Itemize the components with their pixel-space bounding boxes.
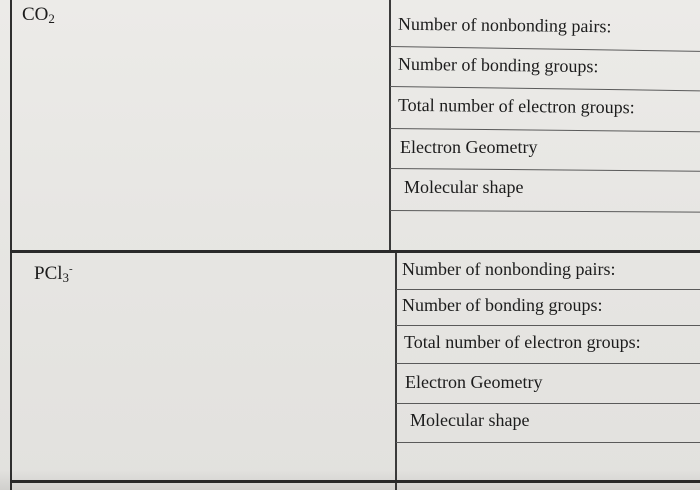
block-separator (10, 250, 700, 253)
pcl3-row-line-3 (396, 363, 700, 364)
pcl3-row-line-5 (396, 442, 700, 443)
pcl3-bonding-groups-label: Number of bonding groups: (402, 295, 603, 315)
co2-row-line-4 (390, 168, 700, 172)
pcl3-nonbonding-pairs-label: Number of nonbonding pairs: (402, 259, 616, 279)
formula-co2: $CO_2$ (22, 4, 55, 26)
co2-bonding-groups-label: Number of bonding groups: (397, 53, 599, 77)
co2-molecular-shape-label: Molecular shape (404, 177, 524, 197)
co2-total-electron-groups-label: Total number of electron groups: (397, 94, 635, 118)
pcl3-molecular-shape-label: Molecular shape (410, 410, 530, 430)
column-divider-bottom (395, 252, 397, 490)
formula-pcl3: PCl$_3$- (34, 263, 73, 285)
pcl3-row-line-1 (396, 289, 700, 290)
pcl3-total-electron-groups-label: Total number of electron groups: (404, 332, 641, 352)
column-divider-top (389, 0, 391, 252)
left-border (10, 0, 12, 490)
pcl3-row-line-4 (396, 403, 700, 404)
pcl3-row-line-2 (396, 325, 700, 326)
photo-shadow (0, 470, 700, 490)
co2-row-line-3 (390, 128, 700, 132)
co2-row-line-2 (390, 86, 700, 91)
co2-nonbonding-pairs-label: Number of nonbonding pairs: (397, 13, 612, 37)
co2-electron-geometry-label: Electron Geometry (400, 137, 538, 157)
pcl3-electron-geometry-label: Electron Geometry (405, 372, 543, 392)
co2-row-line-5 (390, 210, 700, 213)
co2-row-line-1 (390, 46, 700, 52)
